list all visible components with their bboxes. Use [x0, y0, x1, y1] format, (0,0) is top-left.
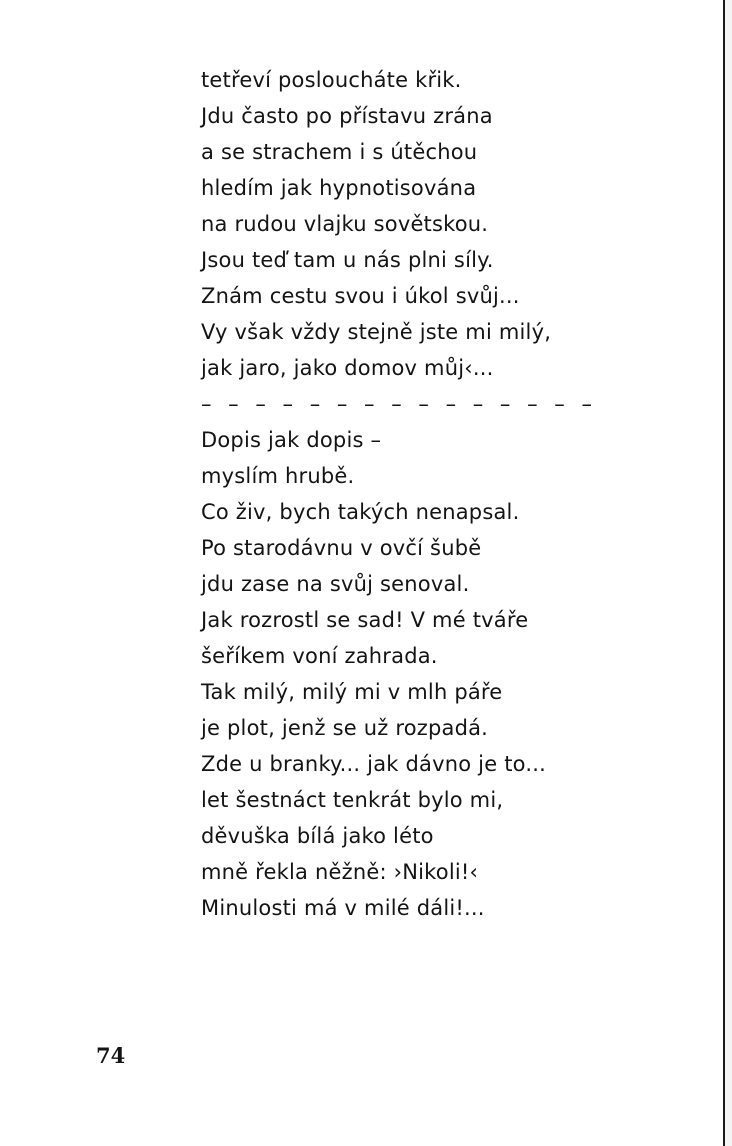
poem-line: Znám cestu svou i úkol svůj...	[201, 284, 520, 308]
poem-line: Jak rozrostl se sad! V mé tváře	[201, 608, 529, 632]
poem-line: je plot, jenž se už rozpadá.	[201, 716, 489, 740]
poem-line: Dopis jak dopis –	[201, 428, 382, 452]
poem-line: Zde u branky... jak dávno je to...	[201, 752, 546, 776]
poem-line: děvuška bílá jako léto	[201, 824, 434, 848]
section-divider: – – – – – – – – – – – – – – –	[201, 392, 597, 416]
poem-text	[201, 62, 597, 926]
poem-line: Tak milý, milý mi v mlh páře	[201, 680, 503, 704]
poem-line: Co živ, bych takých nenapsal.	[201, 500, 520, 524]
poem-line: a se strachem i s útěchou	[201, 140, 478, 164]
poem-line: Po starodávnu v ovčí šubě	[201, 536, 482, 560]
poem-line: mně řekla něžně: ›Nikoli!‹	[201, 860, 479, 884]
page-edge-shadow	[725, 0, 732, 1146]
poem-line: let šestnáct tenkrát bylo mi,	[201, 788, 504, 812]
poem-line: Jsou teď tam u nás plni síly.	[201, 248, 494, 272]
page-number: 74	[96, 1043, 126, 1068]
poem-line: šeříkem voní zahrada.	[201, 644, 438, 668]
poem-line: myslím hrubě.	[201, 464, 355, 488]
poem-line: Vy však vždy stejně jste mi milý,	[201, 320, 552, 344]
poem-line: tetřeví posloucháte křik.	[201, 68, 462, 92]
poem-line: jdu zase na svůj senoval.	[201, 572, 470, 596]
poem-line: Minulosti má v milé dáli!...	[201, 896, 485, 920]
page-edge-line	[723, 0, 725, 1146]
poem-line: jak jaro, jako domov můj‹...	[201, 356, 494, 380]
poem-line: hledím jak hypnotisována	[201, 176, 477, 200]
poem-line: Jdu často po přístavu zrána	[201, 104, 493, 128]
poem-line: na rudou vlajku sovětskou.	[201, 212, 489, 236]
